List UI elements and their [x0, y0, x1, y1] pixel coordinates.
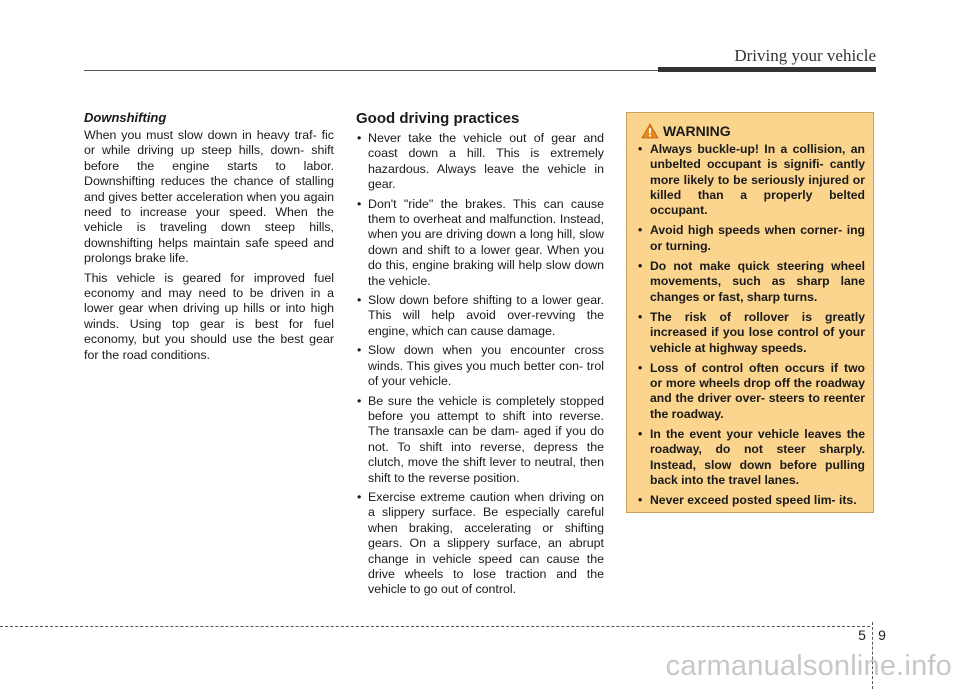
list-item: • Be sure the vehicle is completely stopped before you attempt to shift into reverse. The transaxle can be dam- aged if you do not. To shift into reverse, depress the clutch, move the shift lever to neutral, then shift to the reverse position. — [356, 394, 604, 486]
warning-title: WARNING — [663, 123, 731, 139]
downshifting-section — [84, 110, 334, 367]
list-item: • Slow down when you encounter cross winds. This gives you much better con- trol of your vehicle. — [356, 343, 604, 389]
list-item: • Always buckle-up! In a collision, an unbelted occupant is signifi- cantly more likely to be seriously injured or killed than a properly belted occupant. — [637, 142, 865, 218]
downshifting-paragraph: When you must slow down in heavy traf- fic or while driving up steep hills, down- shift before the engine starts to labor. Downshifting reduces the chance of stalling and gives better acceleration when you again need to increase your speed. When the vehicle is traveling down steep hills, downshifting helps maintain safe speed and prolongs brake life. — [84, 128, 334, 266]
list-item: • Do not make quick steering wheel movements, such as sharp lane changes or fast, sharp turns. — [637, 259, 865, 305]
watermark: carmanualsonline.info — [665, 650, 952, 682]
warning-list — [637, 142, 865, 509]
page-number — [852, 627, 892, 643]
good-driving-practices-heading: Good driving practices — [356, 110, 520, 127]
practices-list — [356, 131, 604, 598]
list-item: • Slow down before shifting to a lower gear. This will help avoid over-revving the engine, which can cause damage. — [356, 293, 604, 339]
chapter-number: 5 — [858, 627, 866, 643]
warning-box — [626, 112, 874, 513]
warning-triangle-icon — [641, 123, 659, 139]
list-item: • Avoid high speeds when corner- ing or turning. — [637, 223, 865, 254]
list-item: • Never take the vehicle out of gear and coast down a hill. This is extremely hazardous. Always leave the vehicle in gear. — [356, 131, 604, 193]
list-item: • Never exceed posted speed lim- its. — [637, 493, 865, 508]
list-item: • The risk of rollover is greatly increased if you lose control of your vehicle at highway speeds. — [637, 310, 865, 356]
list-item: • Loss of control often occurs if two or more wheels drop off the roadway and the driver over- steers to reenter the roadway. — [637, 361, 865, 422]
good-driving-practices-section — [356, 110, 604, 602]
running-header: Driving your vehicle — [734, 46, 876, 65]
list-item: • Exercise extreme caution when driving on a slippery surface. Be especially careful when braking, accelerating or shifting gears. On a slippery surface, an abrupt change in vehicle speed can cause the drive wheels to lose traction and the vehicle to go out of control. — [356, 490, 604, 598]
list-item: • In the event your vehicle leaves the roadway, do not steer sharply. Instead, slow down before pulling back into the travel lanes. — [637, 427, 865, 488]
downshifting-paragraph: This vehicle is geared for improved fuel economy and may need to be driven in a lower gear when driving up hills or into high winds. Using top gear is best for fuel economy, but you should use the best gear for the road conditions. — [84, 270, 334, 362]
list-item: • Don't "ride" the brakes. This can cause them to overheat and malfunction. Instead, when you are driving down a long hill, slow down and shift to a lower gear. When you do this, engine braking will help slow down the vehicle. — [356, 197, 604, 289]
downshifting-heading: Downshifting — [84, 110, 167, 125]
page-number-value: 9 — [878, 627, 886, 643]
footer-rule — [0, 626, 870, 627]
header-rule-accent — [658, 67, 876, 72]
warning-header — [641, 123, 865, 139]
